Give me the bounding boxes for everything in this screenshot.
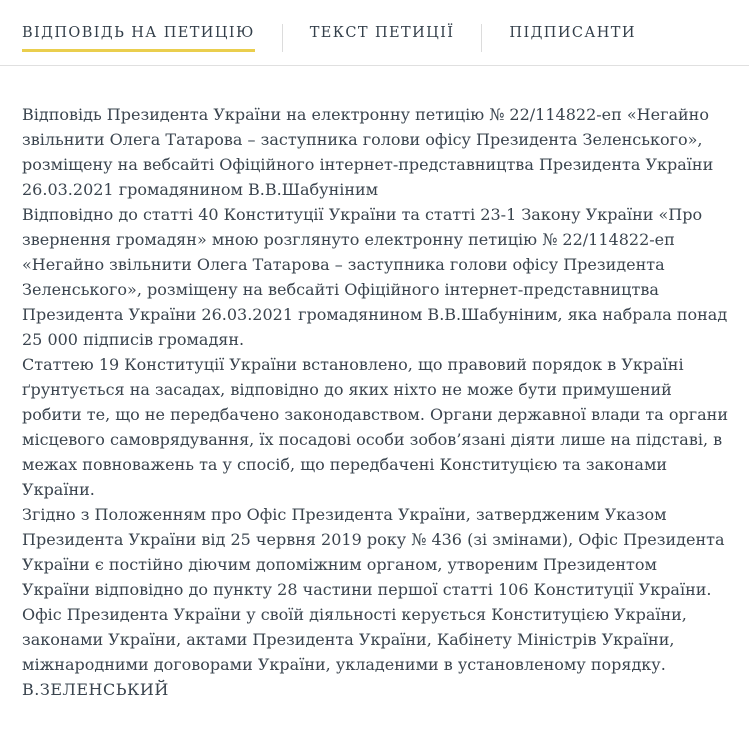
tab-petition-text[interactable]: ТЕКСТ ПЕТИЦІЇ bbox=[309, 25, 455, 41]
tab-separator bbox=[282, 24, 283, 52]
tab-separator bbox=[481, 24, 482, 52]
tab-signers[interactable]: ПІДПИСАНТИ bbox=[509, 25, 636, 41]
response-paragraph: Згідно з Положенням про Офіс Президента України, затвердженим Указом Президента України від 25 червня 2019 року № 436 (зі змінами), Офіс Президента України є постійно діючим допоміжним органом, утвореним Президентом України відповідно до пункту 28 частини першої статті 106 Конституції України. bbox=[22, 505, 725, 599]
response-paragraph: Статтею 19 Конституції України встановлено, що правовий порядок в Україні ґрунтується на засадах, відповідно до яких ніхто не може бути примушений робити те, що не передбачено законодавством. Органи державної влади та органи місцевого самоврядування, їх посадові особи зобов’язані діяти лише на підставі, в межах повноважень та у спосіб, що передбачені Конституцією та законами України. bbox=[22, 355, 728, 499]
tab-response[interactable]: ВІДПОВІДЬ НА ПЕТИЦІЮ bbox=[22, 24, 255, 52]
tab-bar bbox=[0, 0, 749, 52]
response-paragraph: Офіс Президента України у своїй діяльності керується Конституцією України, законами України, актами Президента України, Кабінету Міністрів України, міжнародними договорами України, укладеними в установленому порядку. bbox=[22, 605, 687, 674]
signature: В.ЗЕЛЕНСЬКИЙ bbox=[22, 680, 169, 699]
response-intro: Відповідь Президента України на електронну петицію № 22/114822-еп «Негайно звільнити Олега Татарова – заступника голови офісу Президента Зеленського», розміщену на вебсайті Офіційного інтернет-представництва Президента України 26.03.2021 громадянином В.В.Шабуніним bbox=[22, 105, 714, 199]
response-body bbox=[22, 202, 729, 677]
response-paragraph: Відповідно до статті 40 Конституції України та статті 23-1 Закону України «Про звернення громадян» мною розглянуто електронну петицію № 22/114822-еп «Негайно звільнити Олега Татарова – заступника голови офісу Президента Зеленського», розміщену на вебсайті Офіційного інтернет-представництва Президента України 26.03.2021 громадянином В.В.Шабуніним, яка набрала понад 25 000 підписів громадян. bbox=[22, 205, 728, 349]
response-content bbox=[0, 66, 749, 702]
